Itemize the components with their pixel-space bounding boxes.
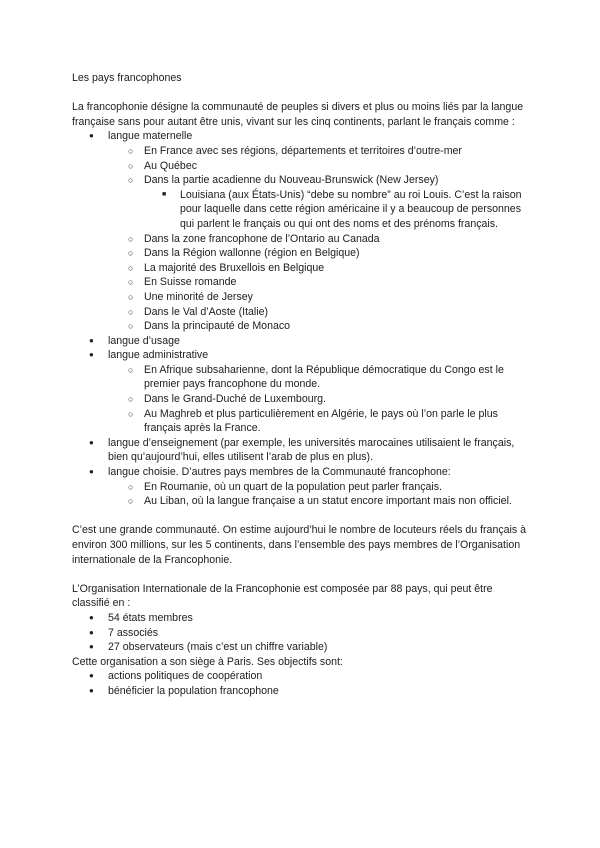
bullet-circle-icon: ○ <box>128 145 134 156</box>
list-item: ● 7 associés <box>89 626 159 639</box>
list-item: ○ Dans la partie acadienne du Nouveau-Brunswick (New Jersey) <box>128 174 439 187</box>
document-title: Les pays francophones <box>72 72 182 84</box>
list-item: ● 54 états membres <box>89 611 193 624</box>
bullet-circle-icon: ○ <box>128 481 134 492</box>
objectives-paragraph: Cette organisation a son siège à Paris. Ses objectifs sont: <box>72 655 343 668</box>
list-item: ○ Dans la Région wallonne (région en Belgique) <box>128 247 360 260</box>
usage-list <box>72 129 532 508</box>
list-item: ○ Une minorité de Jersey <box>128 290 253 303</box>
bullet-circle-icon: ○ <box>128 233 134 244</box>
bullet-circle-icon: ○ <box>128 496 134 507</box>
bullet-circle-icon: ○ <box>128 277 134 288</box>
list-item: ○ Dans la principauté de Monaco <box>128 320 291 333</box>
objectives-list <box>72 669 532 698</box>
list-item: ○ Au Maghreb et plus particulièrement en Algérie, le pays où l’on parle le plus français après la France. <box>128 407 498 435</box>
list-item: ● langue d’usage <box>89 334 180 347</box>
bullet-disc-icon: ● <box>89 131 94 141</box>
bullet-disc-icon: ● <box>89 627 94 637</box>
organisation-paragraph: L’Organisation Internationale de la Francophonie est composée par 88 pays, qui peut être classifié en : <box>72 582 493 610</box>
list-item: ○ En Afrique subsaharienne, dont la République démocratique du Congo est le premier pays francophone du monde. <box>128 363 504 391</box>
members-list <box>72 611 532 655</box>
bullet-circle-icon: ○ <box>128 364 134 375</box>
bullet-circle-icon: ○ <box>128 306 134 317</box>
bullet-disc-icon: ● <box>89 671 94 681</box>
bullet-circle-icon: ○ <box>128 248 134 259</box>
bullet-disc-icon: ● <box>89 467 94 477</box>
list-item: ○ Au Québec <box>128 159 198 172</box>
list-item: ● langue d’enseignement (par exemple, les universités marocaines utilisaient le français, bien qu’aujourd’hui, elles utilisent l’arab de plus en plus). <box>89 436 515 464</box>
list-item: ● langue administrative <box>89 349 209 362</box>
list-item: ○ Dans la zone francophone de l’Ontario au Canada <box>128 232 380 245</box>
bullet-disc-icon: ● <box>89 335 94 345</box>
list-item: ○ Dans le Val d’Aoste (Italie) <box>128 305 269 318</box>
list-item: ● langue choisie. D’autres pays membres de la Communauté francophone: <box>89 466 451 479</box>
bullet-circle-icon: ○ <box>128 408 134 419</box>
document-page <box>72 71 532 699</box>
list-item: ● bénéficier la population francophone <box>89 684 279 697</box>
community-paragraph: C’est une grande communauté. On estime aujourd’hui le nombre de locuteurs réels du français à environ 300 millions, sur les 5 continents, dans l’ensemble des pays membres de l’Organisation internationale de la Francophonie. <box>72 524 527 566</box>
bullet-disc-icon: ● <box>89 612 94 622</box>
bullet-circle-icon: ○ <box>128 291 134 302</box>
bullet-circle-icon: ○ <box>128 160 134 171</box>
list-item: ● langue maternelle <box>89 130 193 143</box>
bullet-disc-icon: ● <box>89 685 94 695</box>
intro-paragraph: La francophonie désigne la communauté de peuples si divers et plus ou moins liés par la langue française sans pour autant être unis, vivant sur les cinq continents, parlant le français comme : <box>72 101 524 128</box>
list-item: ○ Au Liban, où la langue française a un statut encore important mais non officiel. <box>128 495 512 508</box>
list-item: ○ En Roumanie, où un quart de la population peut parler français. <box>128 480 442 493</box>
bullet-circle-icon: ○ <box>128 262 134 273</box>
bullet-circle-icon: ○ <box>128 175 134 186</box>
bullet-circle-icon: ○ <box>128 394 134 405</box>
list-item: ○ En France avec ses régions, départements et territoires d’outre-mer <box>128 144 462 157</box>
bullet-square-icon: ■ <box>162 190 167 198</box>
list-item: ○ La majorité des Bruxellois en Belgique <box>128 261 325 274</box>
list-item: ○ En Suisse romande <box>128 276 237 289</box>
bullet-circle-icon: ○ <box>128 321 134 332</box>
bullet-disc-icon: ● <box>89 350 94 360</box>
bullet-disc-icon: ● <box>89 642 94 652</box>
list-item: ● actions politiques de coopération <box>89 670 263 683</box>
list-item: ○ Dans le Grand-Duché de Luxembourg. <box>128 393 326 406</box>
list-item: ■ Louisiana (aux États-Unis) “debe su nombre” au roi Louis. C’est la raison pour laquelle dans cette région américaine il y a beaucoup de personnes qui parlent le français ou qui ont des noms et des prénoms français. <box>162 188 522 230</box>
bullet-disc-icon: ● <box>89 437 94 447</box>
list-item: ● 27 observateurs (mais c’est un chiffre variable) <box>89 641 328 654</box>
